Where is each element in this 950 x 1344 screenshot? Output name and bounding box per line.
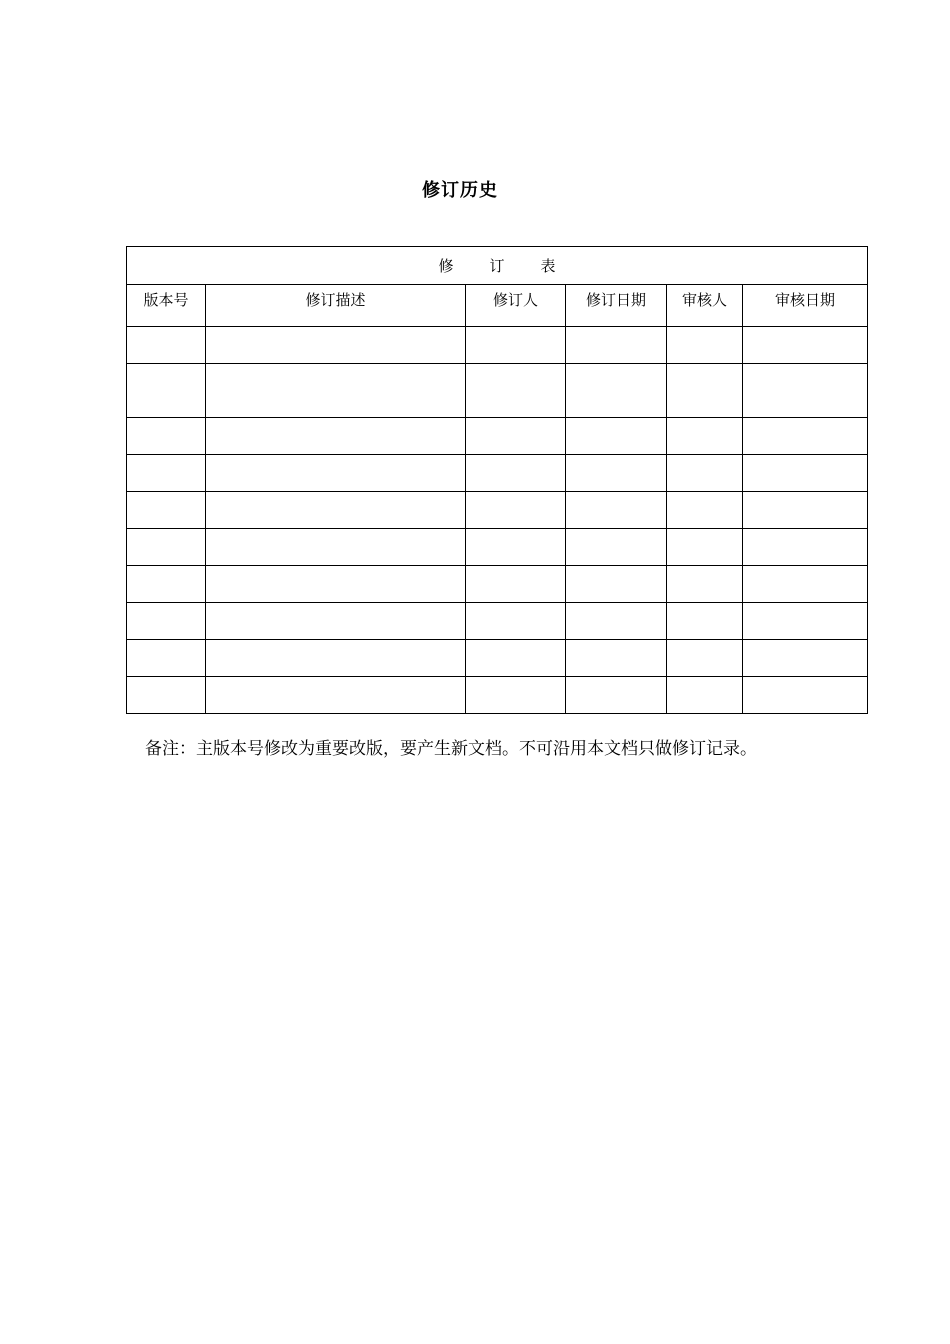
table-cell	[127, 603, 206, 640]
table-cell	[127, 640, 206, 677]
table-cell	[566, 603, 667, 640]
table-cell	[466, 566, 566, 603]
table-cell	[206, 677, 466, 714]
table-cell	[206, 603, 466, 640]
header-description: 修订描述	[206, 285, 466, 327]
header-reviser: 修订人	[466, 285, 566, 327]
table-row	[127, 492, 868, 529]
table-cell	[466, 529, 566, 566]
caption-char: 修	[438, 257, 454, 275]
table-cell	[566, 455, 667, 492]
table-cell	[667, 677, 743, 714]
table-row	[127, 603, 868, 640]
table-row	[127, 640, 868, 677]
table-cell	[743, 566, 868, 603]
table-cell	[127, 677, 206, 714]
table-cell	[466, 677, 566, 714]
table-cell	[466, 640, 566, 677]
note-text: 备注：主版本号修改为重要改版，要产生新文档。不可沿用本文档只做修订记录。	[145, 739, 757, 759]
table-cell	[566, 677, 667, 714]
table-cell	[566, 640, 667, 677]
table-cell	[743, 603, 868, 640]
table-cell	[743, 364, 868, 418]
caption-char: 订	[489, 257, 505, 275]
table-cell	[206, 327, 466, 364]
table-cell	[127, 418, 206, 455]
table-row	[127, 327, 868, 364]
header-reviewer: 审核人	[667, 285, 743, 327]
table-row	[127, 364, 868, 418]
table-row	[127, 418, 868, 455]
page-title: 修订历史	[422, 180, 498, 201]
table-cell	[667, 640, 743, 677]
table-cell	[566, 492, 667, 529]
table-row	[127, 455, 868, 492]
table-cell	[466, 492, 566, 529]
table-cell	[466, 603, 566, 640]
table-cell	[127, 455, 206, 492]
table-cell	[566, 566, 667, 603]
table-cell	[566, 529, 667, 566]
table-cell	[206, 492, 466, 529]
table-cell	[667, 418, 743, 455]
header-review-date: 审核日期	[743, 285, 868, 327]
table-cell	[206, 640, 466, 677]
table-cell	[667, 327, 743, 364]
table-cell	[566, 364, 667, 418]
table-cell	[127, 327, 206, 364]
table-cell	[206, 529, 466, 566]
table-cell	[566, 327, 667, 364]
table-cell	[743, 327, 868, 364]
table-cell	[743, 418, 868, 455]
table-cell	[127, 492, 206, 529]
table-caption-row	[127, 247, 868, 285]
table-header-row	[127, 285, 868, 327]
table-cell	[743, 529, 868, 566]
caption-char: 表	[540, 257, 556, 275]
table-cell	[667, 603, 743, 640]
table-cell	[127, 566, 206, 603]
table-cell	[667, 364, 743, 418]
table-row	[127, 566, 868, 603]
table-cell	[743, 677, 868, 714]
table-row	[127, 529, 868, 566]
table-cell	[127, 529, 206, 566]
table-cell	[743, 492, 868, 529]
table-cell	[466, 327, 566, 364]
table-cell	[743, 640, 868, 677]
table-cell	[667, 566, 743, 603]
table-cell	[667, 529, 743, 566]
table-cell	[743, 455, 868, 492]
header-version: 版本号	[127, 285, 206, 327]
table-caption	[127, 247, 868, 285]
table-cell	[206, 418, 466, 455]
table-cell	[206, 364, 466, 418]
table-cell	[566, 418, 667, 455]
table-cell	[466, 364, 566, 418]
table-cell	[667, 455, 743, 492]
table-row	[127, 677, 868, 714]
table-cell	[667, 492, 743, 529]
table-cell	[466, 455, 566, 492]
table-cell	[466, 418, 566, 455]
table-cell	[206, 566, 466, 603]
table-cell	[127, 364, 206, 418]
header-revision-date: 修订日期	[566, 285, 667, 327]
table-cell	[206, 455, 466, 492]
revision-table	[126, 246, 868, 714]
